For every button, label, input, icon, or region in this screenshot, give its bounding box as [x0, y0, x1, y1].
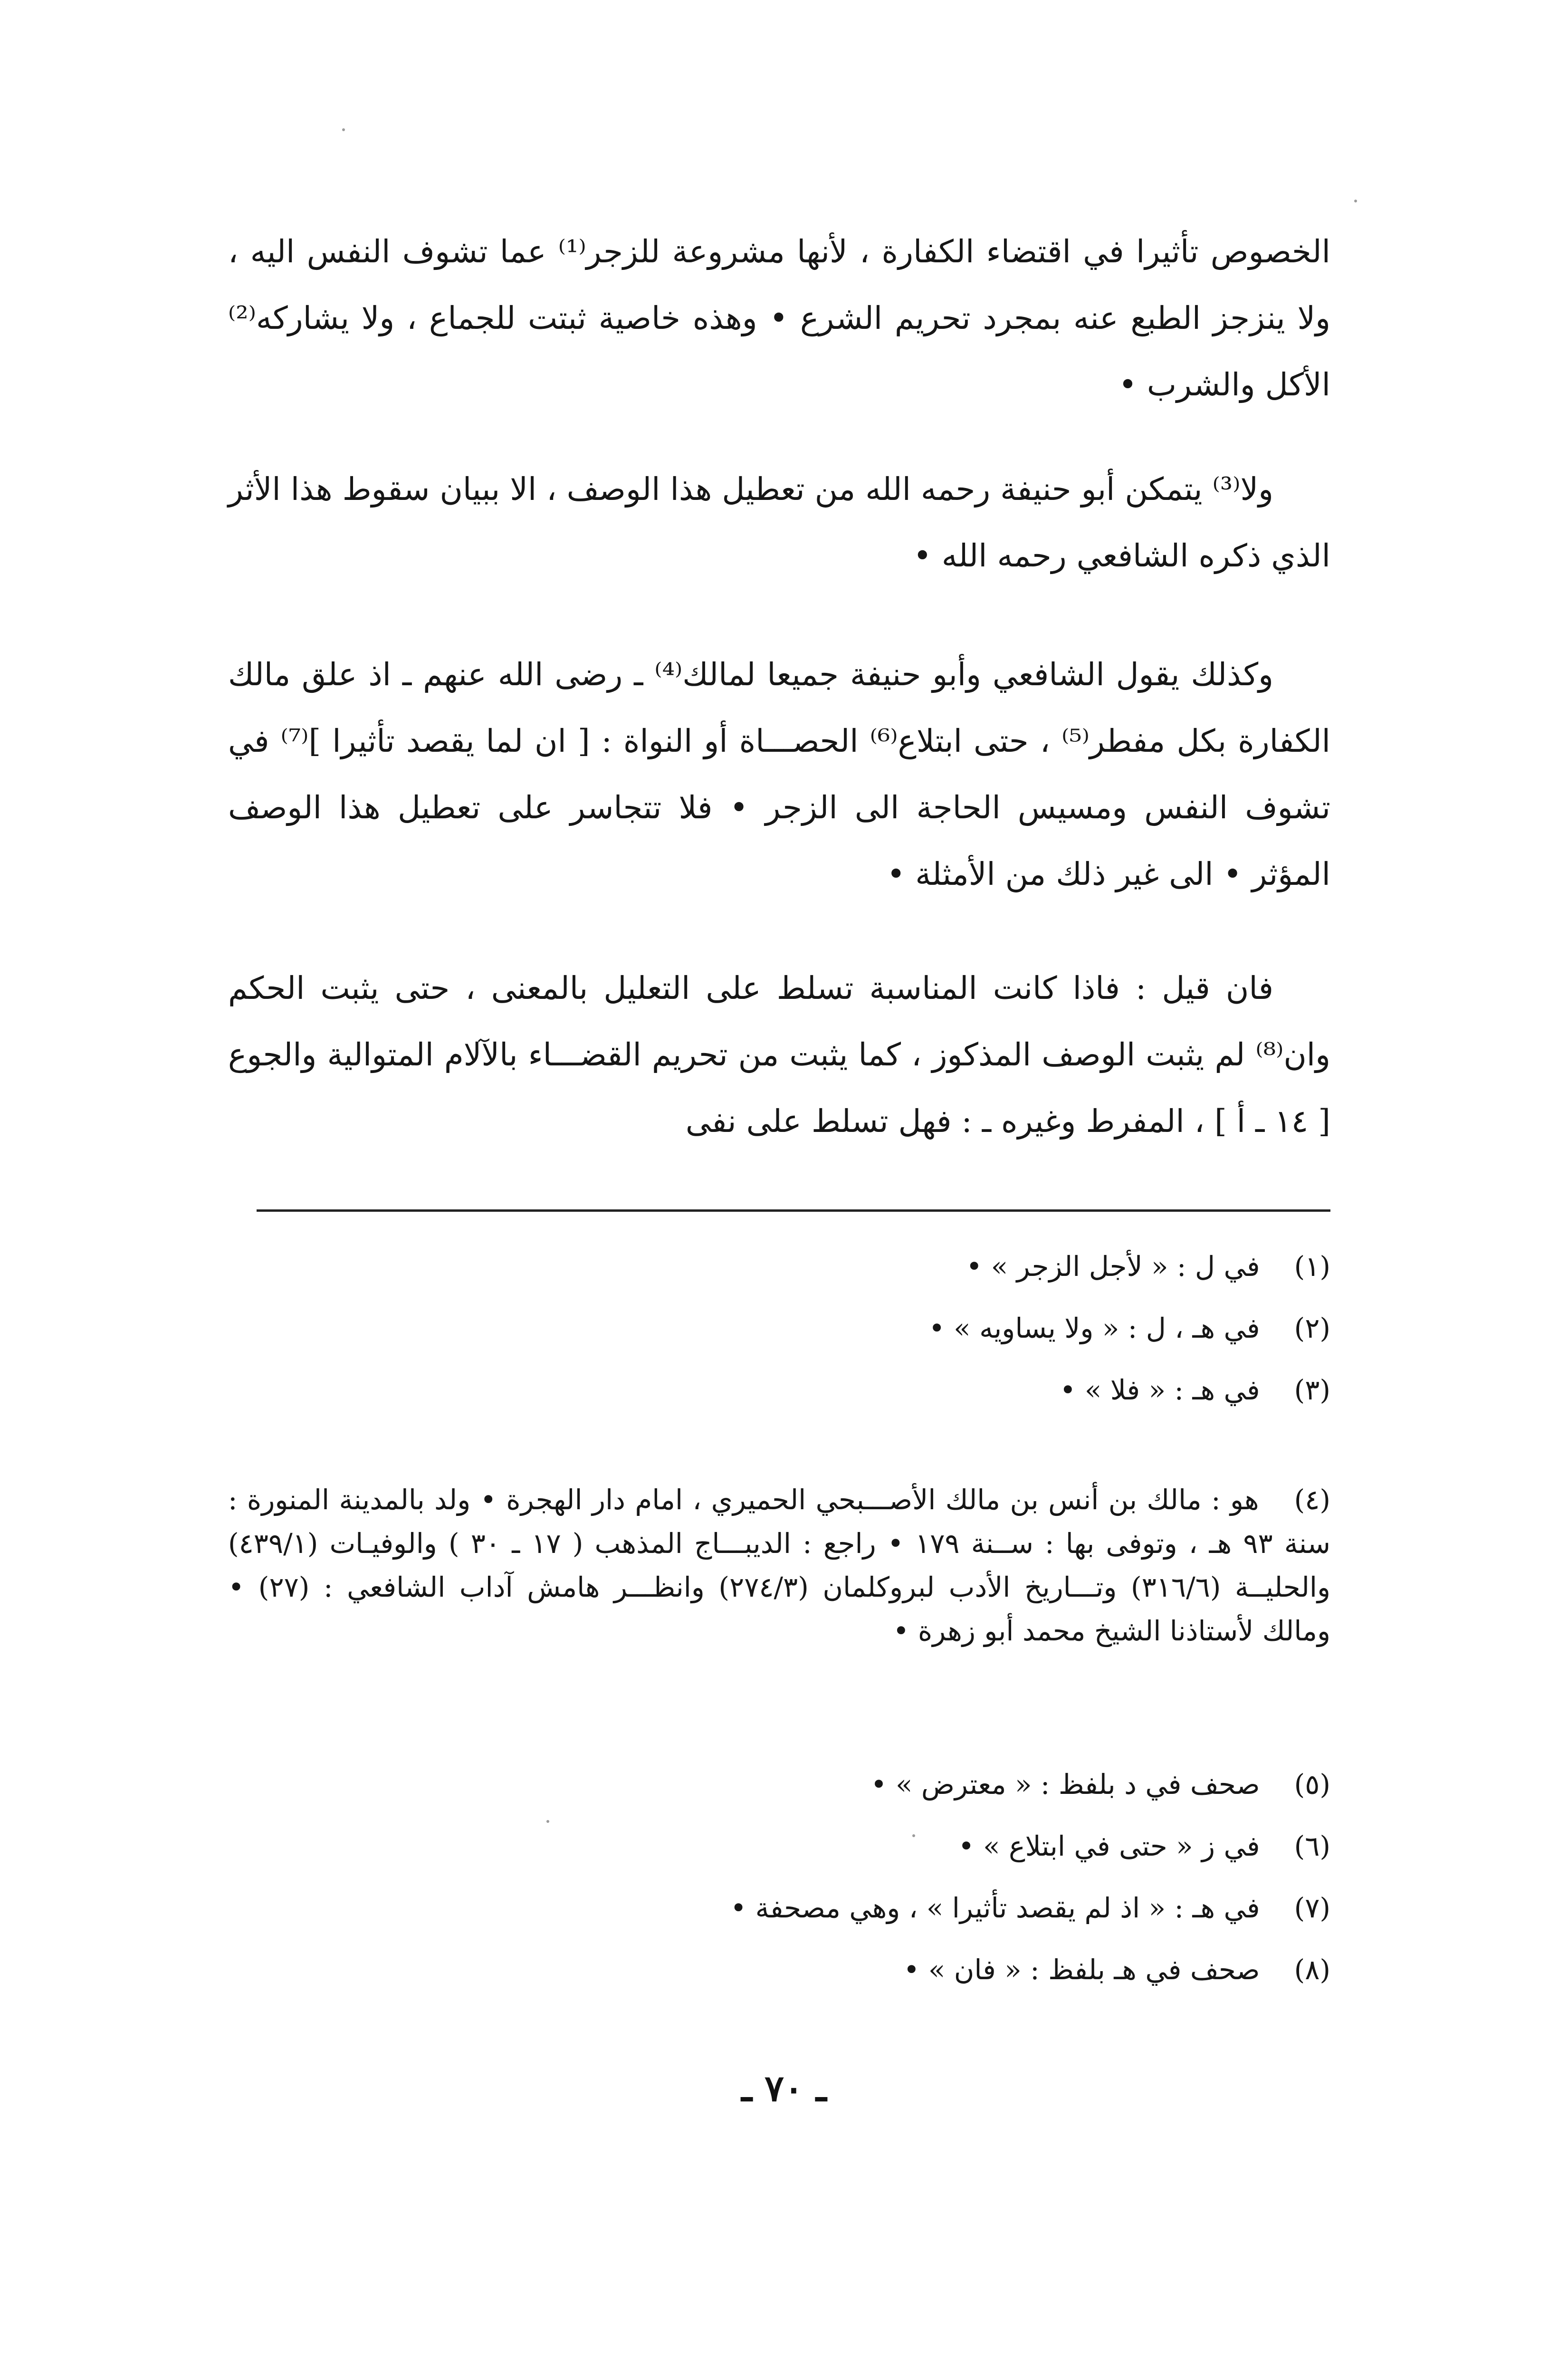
footnote-text: في هـ ، ل : « ولا يساويه » • [928, 1312, 1260, 1344]
body-paragraph-1 [228, 219, 1330, 418]
footnotes-group-1 [228, 1236, 1330, 1421]
scan-speck [342, 128, 345, 131]
body-paragraph-4 [228, 955, 1330, 1155]
footnote-4 [228, 1478, 1330, 1653]
footnote-number: (٧) [1294, 1892, 1330, 1924]
footnote-number: (٨) [1294, 1954, 1330, 1986]
paragraph-text: وكذلك يقول الشافعي وأبو حنيفة جميعا لمالك⁽⁴⁾ ـ رضى الله عنهم ـ اذ علق مالك الكفارة بكل مفطر⁽⁵⁾ ، حتى ابتلاع⁽⁶⁾ الحصـــاة أو النواة : [ ان لما يقصد تأثيرا ]⁽⁷⁾ في تشوف النفس ومسيس الحاجة الى الزجر • فلا تتجاسر على تعطيل هذا الوصف المؤثر • الى غير ذلك من الأمثلة • [228, 656, 1331, 892]
page-number: ـ ٧٠ ـ [741, 2067, 827, 2109]
footnote-text: في هـ : « فلا » • [1060, 1374, 1260, 1406]
footnote-text: صحف في د بلفظ : « معترض » • [870, 1768, 1260, 1801]
footnote-text: في ز « حتى في ابتلاع » • [958, 1830, 1260, 1862]
footnote-5 [228, 1753, 1330, 1815]
footnote-text: هو : مالك بن أنس بن مالك الأصـــبحي الحميري ، امام دار الهجرة • ولد بالمدينة المنورة : سنة ٩٣ هـ ، وتوفى بها : ســنة ١٧٩ • راجع : الديبـــاج المذهب ( ١٧ ـ ٣٠ ) والوفيـات (٤٣٩/١) والحليــة (٣١٦/٦) وتـــاريخ الأدب لبروكلمان (٢٧٤/٣) وانظـــر هامش آداب الشافعي : (٢٧) • ومالك لأستاذنا الشيخ محمد أبو زهرة • [228, 1484, 1330, 1647]
footnote-number: (٤) [1294, 1484, 1330, 1516]
footnote-2 [228, 1297, 1330, 1359]
footnote-text: في هـ : « اذ لم يقصد تأثيرا » ، وهي مصحفة • [730, 1892, 1260, 1924]
footnote-8 [228, 1939, 1330, 2001]
paragraph-text: ولا⁽³⁾ يتمكن أبو حنيفة رحمه الله من تعطيل هذا الوصف ، الا ببيان سقوط هذا الأثر الذي ذكره الشافعي رحمه الله • [228, 471, 1330, 574]
footnote-number: (٥) [1294, 1768, 1330, 1801]
paragraph-text: الخصوص تأثيرا في اقتضاء الكفارة ، لأنها مشروعة للزجر⁽¹⁾ عما تشوف النفس اليه ، ولا ينزجز الطبع عنه بمجرد تحريم الشرع • وهذه خاصية ثبتت للجماع ، ولا يشاركه⁽²⁾ الأكل والشرب • [228, 233, 1330, 403]
body-paragraph-2 [228, 456, 1330, 589]
footnotes-group-2 [228, 1753, 1330, 2001]
footnote-text: صحف في هـ بلفظ : « فان » • [903, 1954, 1260, 1986]
footnote-number: (١) [1294, 1250, 1330, 1283]
scan-speck [1354, 200, 1357, 202]
footnote-separator [257, 1209, 1330, 1212]
footnote-number: (٣) [1294, 1374, 1330, 1406]
footnote-number: (٢) [1294, 1312, 1330, 1344]
footnote-text: في ل : « لأجل الزجر » • [966, 1250, 1260, 1283]
footnote-7 [228, 1877, 1330, 1939]
paragraph-text: فان قيل : فاذا كانت المناسبة تسلط على التعليل بالمعنى ، حتى يثبت الحكم وان⁽⁸⁾ لم يثبت الوصف المذكوز ، كما يثبت من تحريم القضـــاء بالآلام المتوالية والجوع [ ١٤ ـ أ ] ، المفرط وغيره ـ : فهل تسلط على نفى [228, 970, 1330, 1140]
footnote-3 [228, 1359, 1330, 1421]
footnote-1 [228, 1236, 1330, 1297]
body-paragraph-3 [228, 642, 1330, 908]
footnote-6 [228, 1815, 1330, 1877]
footnote-number: (٦) [1294, 1830, 1330, 1862]
